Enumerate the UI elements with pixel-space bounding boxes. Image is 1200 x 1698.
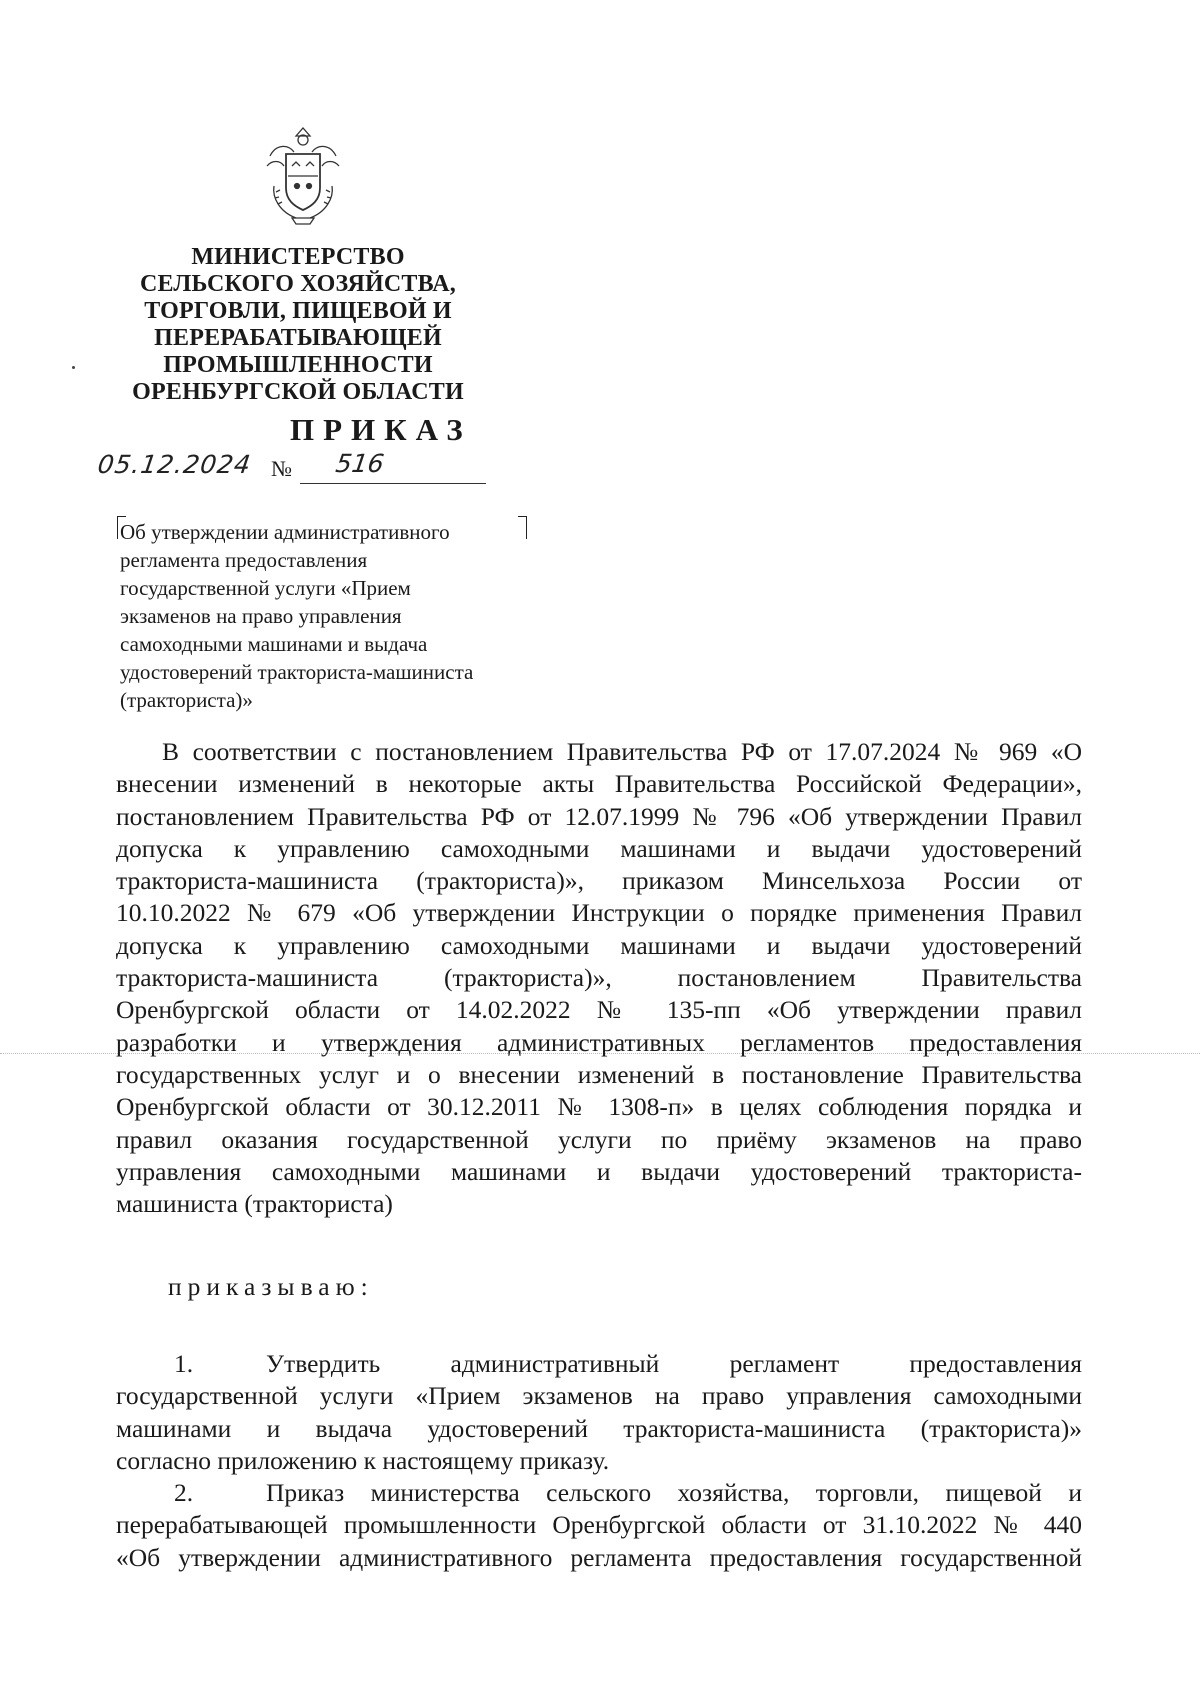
item-number: 1. bbox=[174, 1349, 194, 1378]
org-line: МИНИСТЕРСТВО bbox=[191, 244, 405, 270]
item-line: «Об утверждении административного регламента предоставления государственной bbox=[116, 1542, 1082, 1572]
body-line: тракториста-машиниста (тракториста)», постановлением Правительства bbox=[116, 963, 1082, 993]
item-head-text: Утвердить административный регламент предоставления bbox=[266, 1349, 1082, 1378]
subject-line: (тракториста)» bbox=[120, 688, 253, 712]
subject-line: самоходными машинами и выдача bbox=[120, 632, 428, 656]
body-line: 10.10.2022 № 679 «Об утверждении Инструкции о порядке применения Правил bbox=[116, 898, 1082, 928]
subject-line: регламента предоставления bbox=[120, 548, 368, 572]
scan-speck bbox=[72, 366, 75, 369]
item-line: машинами и выдача удостоверений тракториста-машиниста (тракториста)» bbox=[116, 1413, 1082, 1443]
subject-line: государственной услуги «Прием bbox=[120, 576, 411, 600]
body-line: тракториста-машиниста (тракториста)», приказом Минсельхоза России от bbox=[116, 866, 1082, 896]
org-line: ПЕРЕРАБАТЫВАЮЩЕЙ bbox=[154, 325, 442, 351]
handwritten-date: 05.12.2024 bbox=[95, 450, 254, 479]
body-line: Оренбургской области от 14.02.2022 № 135-пп «Об утверждении правил bbox=[116, 995, 1082, 1025]
date-number-line bbox=[95, 449, 488, 484]
body-line: внесении изменений в некоторые акты Правительства Российской Федерации», bbox=[116, 769, 1082, 799]
body-line: постановлением Правительства РФ от 12.07.1999 № 796 «Об утверждении Правил bbox=[116, 801, 1082, 831]
document-type: ПРИКАЗ bbox=[290, 412, 472, 447]
body-line: допуска к управлению самоходными машинами и выдачи удостоверений bbox=[116, 833, 1082, 863]
handwritten-number: 516 bbox=[333, 449, 386, 478]
underline bbox=[300, 483, 486, 484]
org-line: ОРЕНБУРГСКОЙ ОБЛАСТИ bbox=[132, 379, 464, 405]
org-line: ПРОМЫШЛЕННОСТИ bbox=[163, 352, 433, 378]
body-line: государственных услуг и о внесении изменений в постановление Правительства bbox=[116, 1059, 1082, 1089]
body-line: разработки и утверждения административных регламентов предоставления bbox=[116, 1027, 1082, 1057]
subject-block bbox=[120, 518, 550, 714]
subject-line: удостоверений тракториста-машиниста bbox=[120, 660, 474, 684]
coat-of-arms-icon bbox=[262, 126, 344, 226]
body-line: машиниста (тракториста) bbox=[116, 1189, 393, 1219]
item-1-head bbox=[116, 1348, 1082, 1380]
body-line: В соответствии с постановлением Правительства РФ от 17.07.2024 № 969 «О bbox=[162, 737, 1082, 766]
org-line: ТОРГОВЛИ, ПИЩЕВОЙ И bbox=[144, 298, 452, 324]
body-line: правил оказания государственной услуги по приёму экзаменов на право bbox=[116, 1124, 1082, 1154]
item-line: перерабатывающей промышленности Оренбургской области от 31.10.2022 № 440 bbox=[116, 1510, 1082, 1540]
subject-line: Об утверждении административного bbox=[120, 520, 450, 544]
body-line: Оренбургской области от 30.12.2011 № 1308-п» в целях соблюдения порядка и bbox=[116, 1092, 1082, 1122]
order-items bbox=[116, 1348, 1082, 1574]
item-number: 2. bbox=[174, 1478, 194, 1508]
decree-word: приказываю: bbox=[168, 1272, 374, 1301]
subject-line: экзаменов на право управления bbox=[120, 604, 402, 628]
organization-name bbox=[110, 244, 486, 406]
item-head-text: Приказ министерства сельского хозяйства, торговли, пищевой и bbox=[266, 1478, 1082, 1508]
body-line: допуска к управлению самоходными машинами и выдачи удостоверений bbox=[116, 930, 1082, 960]
body-line: управления самоходными машинами и выдачи удостоверений тракториста- bbox=[116, 1156, 1082, 1186]
item-line: государственной услуги «Прием экзаменов на право управления самоходными bbox=[116, 1381, 1082, 1411]
preamble bbox=[116, 736, 1082, 1220]
org-line: СЕЛЬСКОГО ХОЗЯЙСТВА, bbox=[139, 271, 457, 297]
item-line: согласно приложению к настоящему приказу. bbox=[116, 1445, 610, 1475]
item-2-head bbox=[116, 1477, 1082, 1509]
number-label: № bbox=[271, 456, 292, 481]
